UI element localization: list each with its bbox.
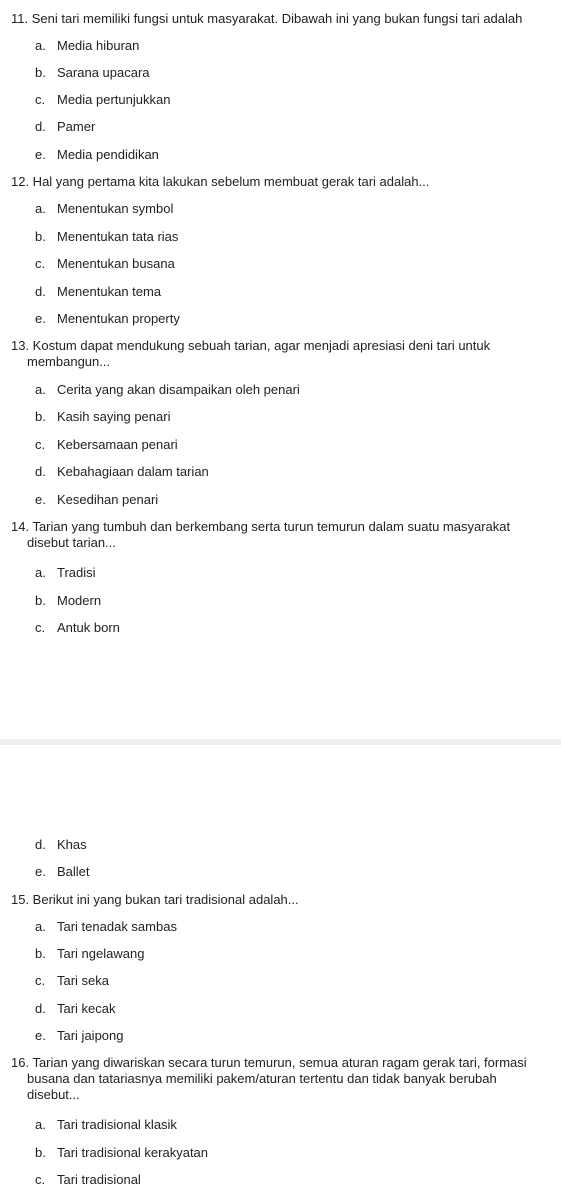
- question-text-continued: disebut tarian...: [27, 535, 116, 550]
- question-15: [11, 892, 561, 908]
- page-divider: [0, 739, 561, 745]
- option-11a[interactable]: a. Media hiburan: [35, 38, 140, 53]
- option-12b[interactable]: b. Menentukan tata rias: [35, 229, 179, 244]
- option-14d[interactable]: d. Khas: [35, 837, 87, 852]
- option-14e[interactable]: e. Ballet: [35, 864, 90, 879]
- option-13e[interactable]: e. Kesedihan penari: [35, 492, 159, 507]
- question-text: 13. Kostum dapat mendukung sebuah tarian, agar menjadi apresiasi deni tari untuk: [11, 338, 491, 353]
- question-text: 11. Seni tari memiliki fungsi untuk masyarakat. Dibawah ini yang bukan fungsi tari adalah: [11, 11, 523, 26]
- question-12: [11, 174, 561, 190]
- option-12d[interactable]: d. Menentukan tema: [35, 284, 162, 299]
- option-13b[interactable]: b. Kasih saying penari: [35, 409, 171, 424]
- option-15b[interactable]: b. Tari ngelawang: [35, 946, 145, 961]
- question-text-continued-2: disebut...: [27, 1087, 80, 1102]
- question-text: 16. Tarian yang diwariskan secara turun temurun, semua aturan ragam gerak tari, formasi: [11, 1055, 527, 1070]
- option-12c[interactable]: c. Menentukan busana: [35, 256, 175, 271]
- option-12e[interactable]: e. Menentukan property: [35, 311, 180, 326]
- option-14b[interactable]: b. Modern: [35, 593, 102, 608]
- question-text-continued: busana dan tatariasnya memiliki pakem/aturan tertentu dan tidak banyak berubah: [27, 1071, 497, 1086]
- question-text: 14. Tarian yang tumbuh dan berkembang serta turun temurun dalam suatu masyarakat: [11, 519, 511, 534]
- option-14c[interactable]: c. Antuk born: [35, 620, 120, 635]
- option-12a[interactable]: a. Menentukan symbol: [35, 201, 174, 216]
- option-15c[interactable]: c. Tari seka: [35, 973, 110, 988]
- option-15d[interactable]: d. Tari kecak: [35, 1001, 116, 1016]
- question-text-continued: membangun...: [27, 354, 111, 369]
- option-15e[interactable]: e. Tari jaipong: [35, 1028, 124, 1043]
- option-11b[interactable]: b. Sarana upacara: [35, 65, 150, 80]
- option-13c[interactable]: c. Kebersamaan penari: [35, 437, 178, 452]
- option-11d[interactable]: d. Pamer: [35, 119, 96, 134]
- option-16a[interactable]: a. Tari tradisional klasik: [35, 1117, 177, 1132]
- question-16: [11, 1055, 561, 1103]
- option-16b[interactable]: b. Tari tradisional kerakyatan: [35, 1145, 209, 1160]
- option-15a[interactable]: a. Tari tenadak sambas: [35, 919, 177, 934]
- option-14a[interactable]: a. Tradisi: [35, 565, 96, 580]
- option-13a[interactable]: a. Cerita yang akan disampaikan oleh penari: [35, 382, 300, 397]
- question-text: 12. Hal yang pertama kita lakukan sebelum membuat gerak tari adalah...: [11, 174, 430, 189]
- question-14: [11, 519, 561, 551]
- option-11c[interactable]: c. Media pertunjukkan: [35, 92, 171, 107]
- question-text: 15. Berikut ini yang bukan tari tradisional adalah...: [11, 892, 299, 907]
- option-11e[interactable]: e. Media pendidikan: [35, 147, 159, 162]
- option-13d[interactable]: d. Kebahagiaan dalam tarian: [35, 464, 209, 479]
- question-11: [11, 11, 561, 27]
- option-16c[interactable]: c. Tari tradisional: [35, 1172, 141, 1187]
- question-13: [11, 338, 561, 370]
